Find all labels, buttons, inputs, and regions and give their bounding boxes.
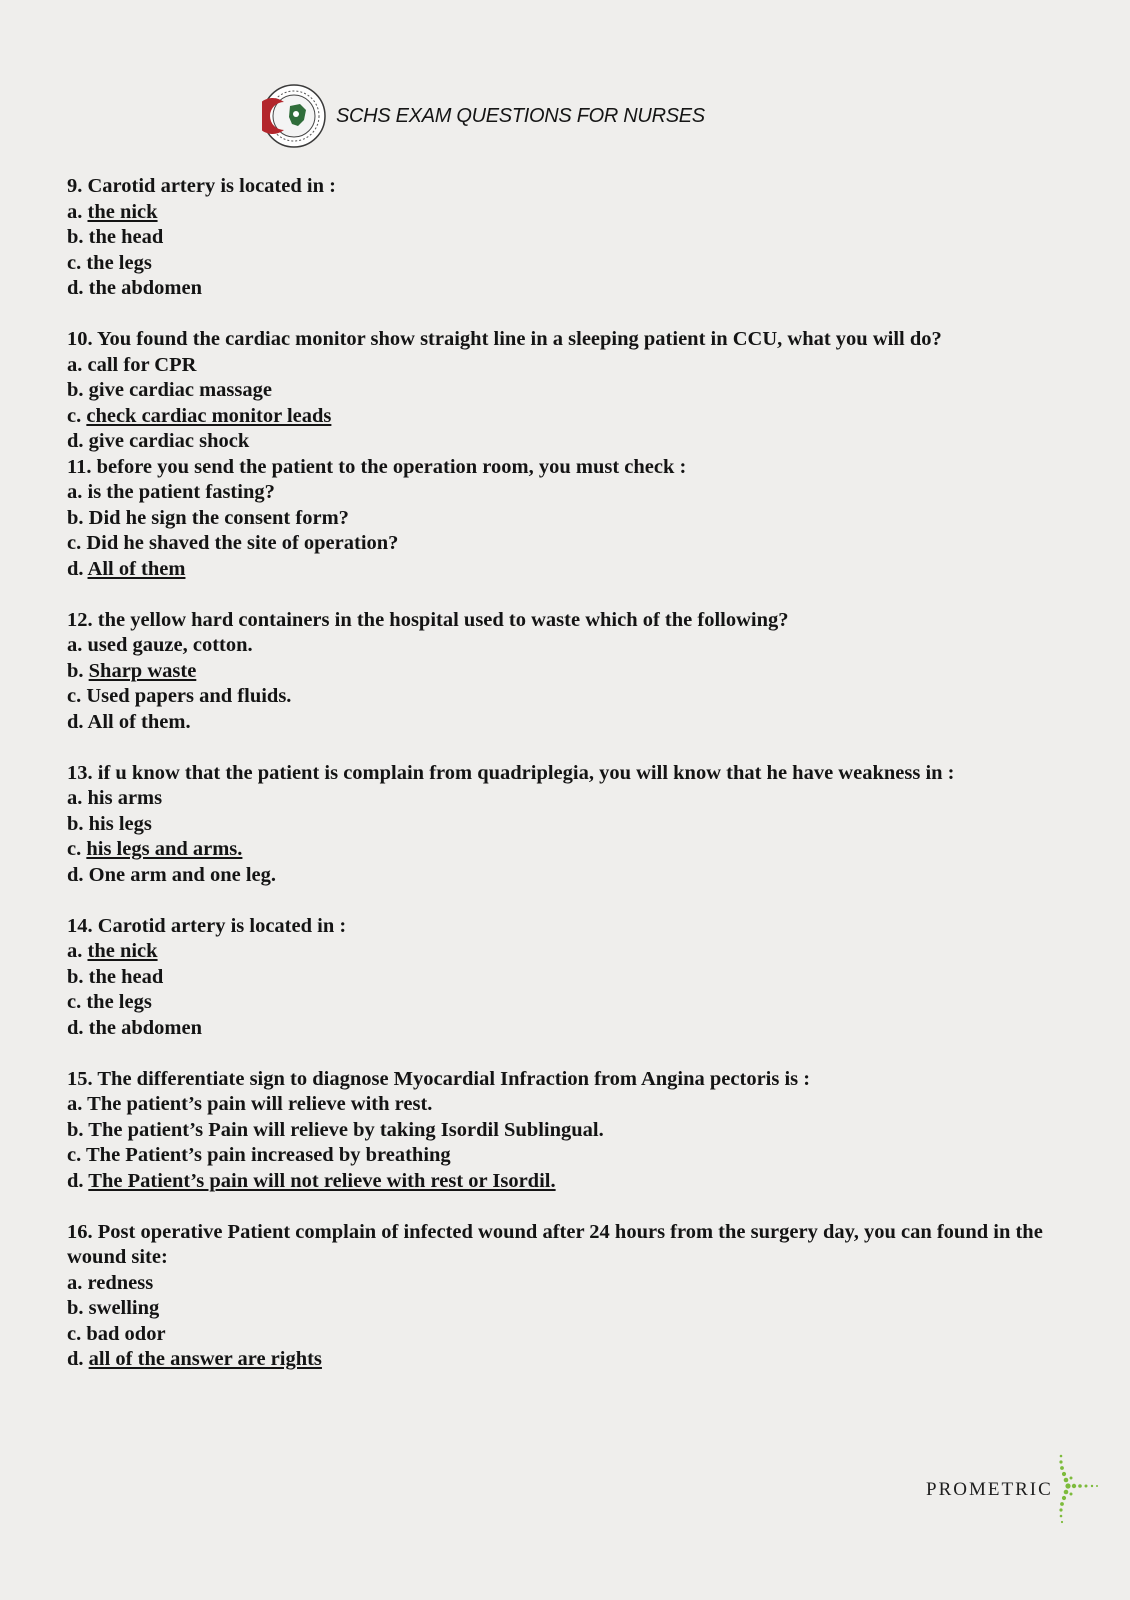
answer-option (67, 404, 1067, 430)
question-block (67, 761, 1067, 889)
option-text: the abdomen (88, 277, 202, 299)
option-letter: a. (67, 1271, 83, 1294)
answer-option (67, 786, 1067, 812)
answer-option (67, 1296, 1067, 1322)
option-text: The Patient’s pain increased by breathing (86, 1144, 451, 1166)
prometric-dots-icon (1055, 1454, 1101, 1526)
answer-option (67, 1092, 1067, 1118)
question-text: 11. before you send the patient to the operation room, you must check : (67, 455, 687, 478)
option-letter: d. (67, 557, 84, 580)
question-block (67, 455, 1067, 583)
option-text: All of them. (87, 710, 191, 733)
question-text: 14. Carotid artery is located in : (67, 914, 347, 937)
option-letter: a. (67, 940, 83, 962)
option-text: his legs (88, 812, 152, 835)
option-letter: b. (67, 379, 84, 401)
option-text: the legs (86, 991, 152, 1013)
option-text: call for CPR (87, 353, 197, 376)
option-letter: c. (67, 532, 82, 554)
option-text: the head (88, 965, 164, 988)
option-text: The patient’s pain will relieve with rest. (87, 1093, 433, 1115)
option-text: give cardiac massage (88, 379, 272, 401)
option-text: One arm and one leg. (88, 863, 276, 886)
page-header (262, 84, 705, 148)
question-block (67, 1220, 1067, 1373)
answer-option (67, 1118, 1067, 1144)
option-letter: c. (67, 1144, 82, 1166)
correct-answer-text: all of the answer are rights (88, 1348, 322, 1370)
option-letter: b. (67, 965, 84, 988)
option-letter: b. (67, 812, 84, 835)
answer-option (67, 353, 1067, 379)
answer-option (67, 990, 1067, 1016)
option-letter: c. (67, 991, 82, 1013)
answer-option (67, 1169, 1067, 1195)
answer-option (67, 659, 1067, 685)
schs-seal-icon (262, 84, 326, 148)
option-letter: d. (67, 1348, 84, 1370)
answer-option (67, 812, 1067, 838)
option-text: used gauze, cotton. (87, 634, 253, 656)
answer-option (67, 531, 1067, 557)
correct-answer-text: check cardiac monitor leads (86, 404, 332, 427)
option-letter: d. (67, 1169, 84, 1192)
answer-option (67, 1322, 1067, 1348)
correct-answer-text: his legs and arms. (86, 838, 243, 860)
option-letter: a. (67, 200, 83, 223)
option-letter: d. (67, 1016, 84, 1039)
question-block (67, 174, 1067, 302)
correct-answer-text: The Patient’s pain will not relieve with rest or Isordil. (88, 1169, 556, 1192)
option-letter: c. (67, 838, 82, 860)
question-text: 12. the yellow hard containers in the hospital used to waste which of the following? (67, 608, 789, 631)
correct-answer-text: the nick (87, 200, 158, 223)
option-text: the legs (86, 251, 152, 274)
footer-logo (926, 1454, 1101, 1526)
option-letter: d. (67, 277, 84, 299)
option-text: redness (87, 1271, 154, 1294)
option-letter: b. (67, 1118, 84, 1141)
question-block (67, 1067, 1067, 1195)
option-text: Did he sign the consent form? (88, 506, 349, 529)
correct-answer-text: the nick (87, 940, 158, 962)
header-title: SCHS EXAM QUESTIONS FOR NURSES (336, 104, 705, 127)
question-text: 9. Carotid artery is located in : (67, 175, 336, 197)
option-letter: a. (67, 1093, 83, 1115)
question-list (67, 174, 1067, 1398)
question-text: 13. if u know that the patient is complain from quadriplegia, you will know that he have weakness in : (67, 761, 955, 784)
brand-name: PROMETRIC (926, 1479, 1053, 1500)
question-text: 10. You found the cardiac monitor show straight line in a sleeping patient in CCU, what you will do? (67, 328, 942, 350)
answer-option (67, 633, 1067, 659)
option-text: the abdomen (88, 1016, 202, 1039)
answer-option (67, 1271, 1067, 1297)
answer-option (67, 378, 1067, 404)
option-letter: a. (67, 634, 83, 656)
option-text: is the patient fasting? (87, 481, 275, 503)
answer-option (67, 684, 1067, 710)
question-block (67, 608, 1067, 736)
option-letter: d. (67, 863, 84, 886)
option-letter: a. (67, 787, 83, 809)
option-text: his arms (87, 787, 163, 809)
option-letter: b. (67, 506, 84, 529)
option-text: The patient’s Pain will relieve by taking Isordil Sublingual. (88, 1118, 604, 1141)
option-letter: c. (67, 251, 82, 274)
answer-option (67, 837, 1067, 863)
answer-option (67, 710, 1067, 736)
correct-answer-text: All of them (87, 557, 186, 580)
option-letter: c. (67, 1322, 82, 1345)
question-text: 16. Post operative Patient complain of infected wound after 24 hours from the surgery day, you can found in the wound site: (67, 1220, 1043, 1268)
option-text: Used papers and fluids. (86, 685, 292, 707)
answer-option (67, 276, 1067, 302)
option-letter: a. (67, 481, 83, 503)
answer-option (67, 939, 1067, 965)
option-letter: b. (67, 1297, 84, 1319)
option-text: the head (88, 226, 164, 248)
option-letter: b. (67, 659, 84, 682)
option-text: bad odor (86, 1322, 166, 1345)
answer-option (67, 480, 1067, 506)
answer-option (67, 557, 1067, 583)
answer-option (67, 1016, 1067, 1042)
question-block (67, 327, 1067, 455)
option-text: give cardiac shock (88, 430, 250, 452)
answer-option (67, 225, 1067, 251)
correct-answer-text: Sharp waste (88, 659, 197, 682)
option-letter: a. (67, 353, 83, 376)
question-text: 15. The differentiate sign to diagnose Myocardial Infraction from Angina pectoris is : (67, 1067, 811, 1090)
answer-option (67, 1143, 1067, 1169)
answer-option (67, 429, 1067, 455)
question-block (67, 914, 1067, 1042)
option-letter: d. (67, 710, 84, 733)
option-text: Did he shaved the site of operation? (86, 532, 399, 554)
answer-option (67, 251, 1067, 277)
option-text: swelling (88, 1297, 160, 1319)
option-letter: c. (67, 685, 82, 707)
option-letter: b. (67, 226, 84, 248)
answer-option (67, 863, 1067, 889)
option-letter: c. (67, 404, 82, 427)
answer-option (67, 1347, 1067, 1373)
option-letter: d. (67, 430, 84, 452)
answer-option (67, 965, 1067, 991)
answer-option (67, 200, 1067, 226)
answer-option (67, 506, 1067, 532)
